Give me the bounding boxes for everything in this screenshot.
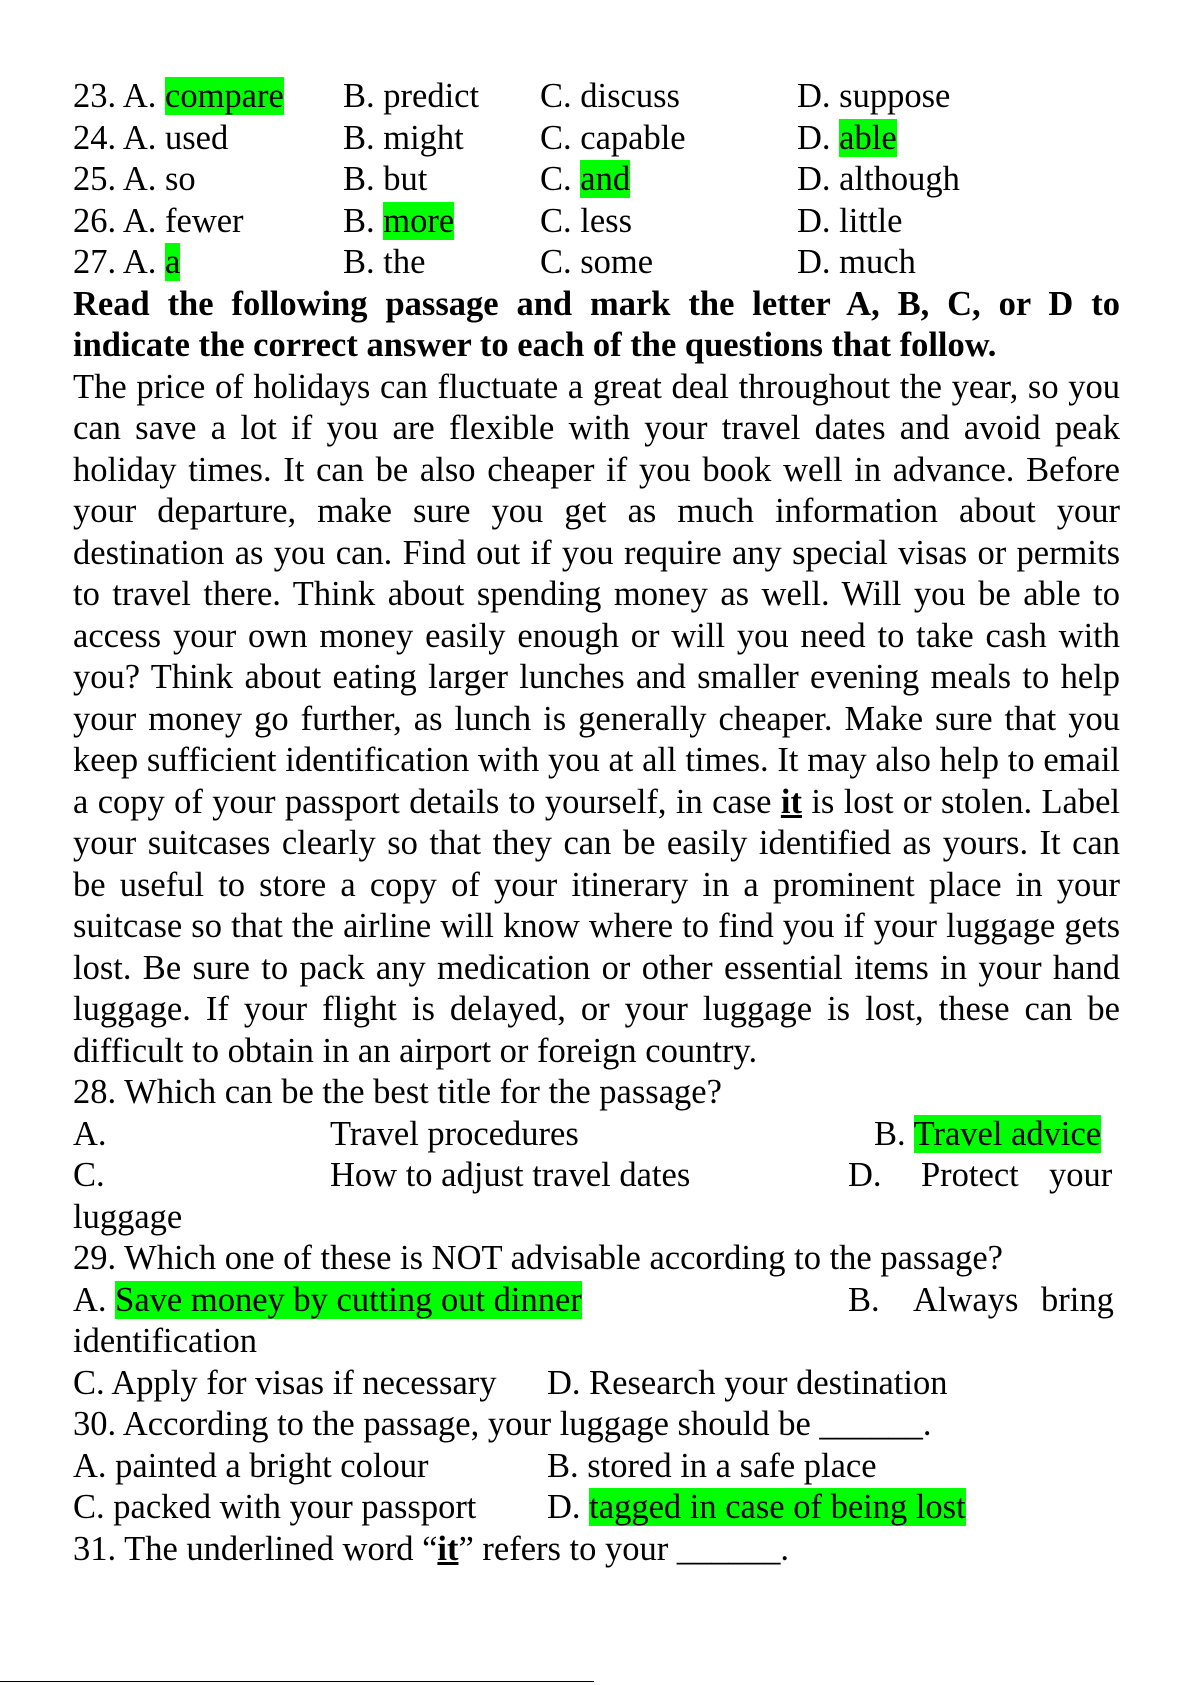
q29-option-b-word-1: Always (913, 1280, 1019, 1319)
question-28-row-1 (73, 1114, 1120, 1156)
option-row-26 (73, 201, 1120, 243)
highlighted-answer: and (580, 160, 631, 198)
option-row-27 (73, 242, 1120, 284)
q28-option-c-label: C. (73, 1156, 105, 1194)
option-b-label: B. (343, 201, 384, 240)
worksheet-page (73, 76, 1120, 1570)
q28-option-d-word-2: your (1049, 1156, 1113, 1194)
question-31-stem (73, 1529, 1120, 1571)
q28-option-c: How to adjust travel dates (330, 1156, 691, 1194)
question-29-row-1 (73, 1280, 1120, 1322)
highlighted-answer: able (839, 118, 897, 157)
option-b: B. but (343, 160, 428, 198)
q28-option-a: Travel procedures (330, 1114, 579, 1153)
option-d: D. little (797, 201, 903, 240)
option-row-25 (73, 159, 1120, 201)
question-28-row-2 (73, 1155, 1120, 1197)
question-29-row-2 (73, 1363, 1120, 1405)
q29-option-d: D. Research your destination (547, 1363, 948, 1402)
option-d: D. although (797, 160, 960, 198)
highlighted-answer: Save money by cutting out dinner (115, 1280, 582, 1319)
option-c: C. capable (540, 118, 686, 157)
q31-underlined-it: it (437, 1529, 459, 1568)
option-number: 23. A. (73, 77, 166, 115)
option-c-label: C. (540, 160, 581, 198)
option-d: D. much (797, 243, 916, 281)
answer-options-block (73, 76, 1120, 284)
option-c: C. less (540, 201, 633, 240)
q28-option-d-label: D. (848, 1156, 882, 1194)
option-a: 26. A. fewer (73, 201, 244, 240)
option-row-23 (73, 76, 1120, 118)
option-c: C. some (540, 243, 654, 281)
option-d: D. suppose (797, 77, 951, 115)
option-c: C. discuss (540, 77, 680, 115)
q31-stem-start: 31. The underlined word “ (73, 1529, 438, 1568)
option-number: 27. A. (73, 243, 166, 281)
option-b: B. might (343, 118, 464, 157)
q30-option-b: B. stored in a safe place (547, 1446, 877, 1485)
highlighted-answer: more (383, 201, 455, 240)
footer-rule (0, 1681, 594, 1682)
q28-option-d-word-1: Protect (921, 1156, 1019, 1194)
q29-option-b-word-2: bring (1041, 1280, 1114, 1319)
highlighted-answer: Travel advice (913, 1114, 1102, 1153)
underlined-word-it: it (780, 782, 802, 821)
reading-instruction: Read the following passage and mark the letter A, B, C, or D to indicate the correct answer to each of the questions that follow. (73, 284, 1120, 364)
question-30-row-1 (73, 1446, 1120, 1488)
option-b: B. the (343, 243, 426, 281)
q29-option-a-label: A. (73, 1280, 116, 1319)
question-30-row-2 (73, 1487, 1120, 1529)
option-row-24 (73, 118, 1120, 160)
highlighted-answer: a (165, 243, 181, 281)
q29-option-b-label: B. (848, 1280, 880, 1319)
q28-option-b-label: B. (874, 1114, 914, 1153)
q28-option-d-continued: luggage (73, 1197, 183, 1236)
highlighted-answer: compare (165, 77, 284, 115)
q30-option-d-label: D. (547, 1488, 590, 1526)
question-29-stem: 29. Which one of these is NOT advisable according to the passage? (73, 1239, 1003, 1277)
option-a: 25. A. so (73, 160, 196, 198)
question-30-stem: 30. According to the passage, your luggage should be ______. (73, 1405, 932, 1443)
q31-stem-end: ” refers to your ______. (458, 1529, 789, 1568)
q29-option-c: C. Apply for visas if necessary (73, 1363, 497, 1402)
q30-option-c: C. packed with your passport (73, 1488, 477, 1526)
question-28-stem: 28. Which can be the best title for the passage? (73, 1073, 722, 1111)
reading-passage (73, 367, 1120, 1073)
option-d-label: D. (797, 118, 840, 157)
option-a: 24. A. used (73, 118, 229, 157)
passage-text-2: is lost or stolen. Label your suitcases clearly so that they can be easily identified as yours. It can be useful to store a copy of your itinerary in a prominent place in your suitcase so that the airline will know where to find you if your luggage gets lost. Be sure to pack any medication or other essential items in your hand luggage. If your flight is delayed, or your luggage is lost, these can be difficult to obtain in an airport or foreign country. (73, 782, 1120, 1070)
option-b: B. predict (343, 77, 480, 115)
q28-option-a-label: A. (73, 1114, 107, 1153)
passage-text-1: The price of holidays can fluctuate a great deal throughout the year, so you can save a lot if you are flexible with your travel dates and avoid peak holiday times. It can be also cheaper if you book well in advance. Before your departure, make sure you get as much information about your destination as you can. Find out if you require any special visas or permits to travel there. Think about spending money as well. Will you be able to access your own money easily enough or will you need to take cash with you? Think about eating larger lunches and smaller evening meals to help your money go further, as lunch is generally cheaper. Make sure that you keep sufficient identification with you at all times. It may also help to email a copy of your passport details to yourself, in case (73, 367, 1120, 821)
highlighted-answer: tagged in case of being lost (589, 1488, 966, 1526)
q30-option-a: A. painted a bright colour (73, 1446, 429, 1485)
q29-option-b-continued: identification (73, 1322, 257, 1360)
